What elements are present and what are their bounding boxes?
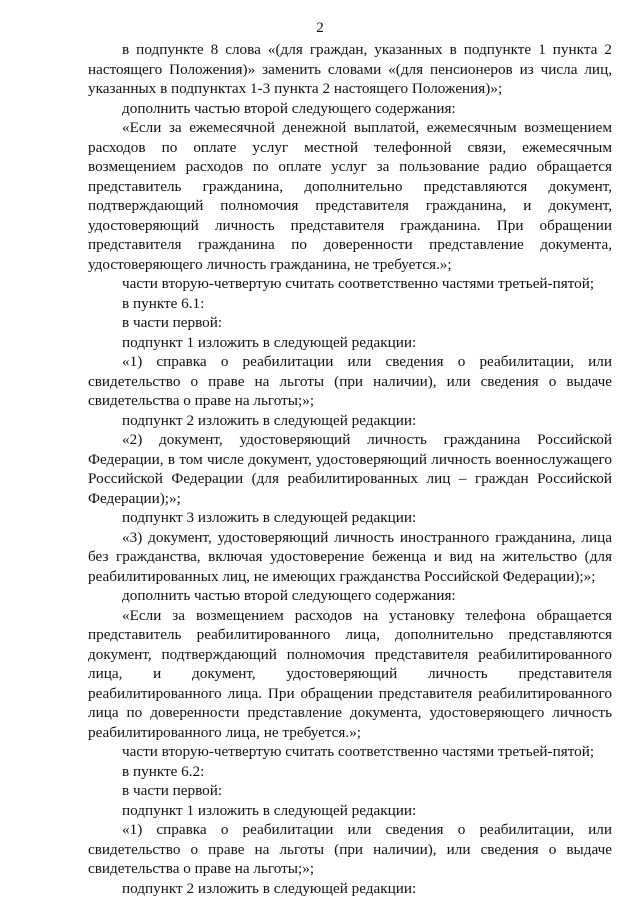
paragraph: части вторую-четвертую считать соответственно частями третьей-пятой; [122, 743, 595, 760]
document-body [88, 40, 612, 898]
paragraph: подпункт 2 изложить в следующей редакции: [122, 879, 417, 897]
paragraph: «Если за ежемесячной денежной выплатой, ежемесячным возмещением расходов по оплате услуг местной телефонной связи, ежемесячным возмещением расходов по оплате услуг за пользование радио обращается представитель гражданина, дополнительно представляются документ, подтверждающий полномочия представителя гражданина, и документ, удостоверяющий личность представителя гражданина. При обращении представителя гражданина по доверенности представление документа, удостоверяющего личность гражданина, не требуется.»; [88, 119, 612, 273]
paragraph: подпункт 2 изложить в следующей редакции: [122, 411, 417, 429]
page-number: 2 [316, 20, 324, 36]
paragraph: дополнить частью второй следующего содержания: [122, 99, 456, 117]
paragraph: «Если за возмещением расходов на установку телефона обращается представитель реабилитированного лица, дополнительно представляются документ, подтверждающий полномочия представителя реабилитированного лица, и документ, удостоверяющий личность представителя реабилитированного лица. При обращении представителя реабилитированного лица по доверенности представление документа, удостоверяющего личность реабилитированного лица, не требуется.»; [88, 606, 612, 741]
paragraph: в пункте 6.2: [122, 762, 205, 780]
paragraph: «1) справка о реабилитации или сведения о реабилитации, или свидетельство о праве на льготы (при наличии), или сведения о выдаче свидетельства о праве на льготы;»; [88, 821, 612, 877]
paragraph: подпункт 1 изложить в следующей редакции: [122, 801, 417, 819]
paragraph: «1) справка о реабилитации или сведения о реабилитации, или свидетельство о праве на льготы (при наличии), или сведения о выдаче свидетельства о праве на льготы;»; [88, 353, 612, 409]
paragraph: в части первой: [122, 314, 223, 331]
paragraph: в подпункте 8 слова «(для граждан, указанных в подпункте 1 пункта 2 настоящего Положения)» заменить словами «(для пенсионеров из числа лиц, указанных в подпунктах 1-3 пункта 2 настоящего Положения)»; [88, 41, 612, 97]
paragraph: «2) документ, удостоверяющий личность гражданина Российской Федерации, в том числе документ, удостоверяющий личность военнослужащего Российской Федерации (для реабилитированных лиц – граждан Российской Федерации);»; [88, 431, 612, 507]
paragraph: «3) документ, удостоверяющий личность иностранного гражданина, лица без гражданства, включая удостоверение беженца и вид на жительство (для реабилитированных лиц, не имеющих гражданства Российской Федерации);»; [88, 528, 612, 585]
paragraph: подпункт 1 изложить в следующей редакции: [122, 333, 417, 351]
paragraph: дополнить частью второй следующего содержания: [122, 587, 456, 604]
paragraph: в части первой: [122, 782, 223, 799]
paragraph: части вторую-четвертую считать соответственно частями третьей-пятой; [122, 275, 595, 292]
paragraph: в пункте 6.1: [122, 294, 205, 312]
paragraph: подпункт 3 изложить в следующей редакции: [122, 509, 417, 526]
